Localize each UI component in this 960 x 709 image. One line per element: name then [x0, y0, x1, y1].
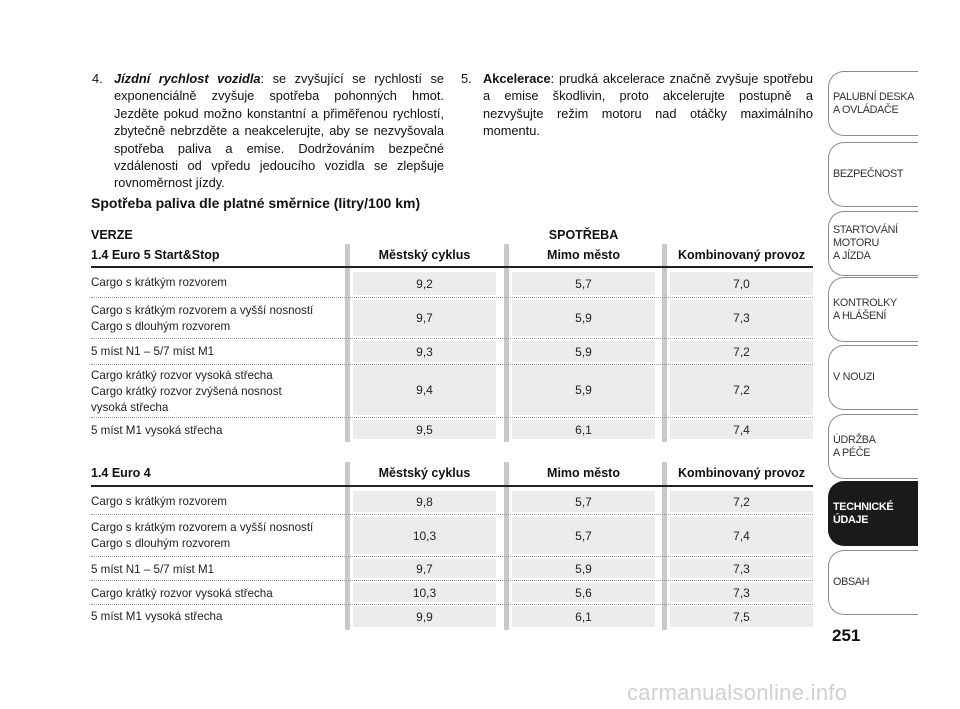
group1-name: 1.4 Euro 5 Start&Stop — [91, 248, 220, 262]
tab-label: V NOUZI — [833, 371, 875, 383]
row-label: 5 míst M1 vysoká střecha — [91, 424, 223, 437]
spotreba-header: SPOTŘEBA — [548, 228, 619, 242]
value-v1: 9,3 — [416, 344, 433, 359]
column-header-col2: Mimo město — [547, 248, 620, 262]
group2-name: 1.4 Euro 4 — [91, 466, 151, 480]
tab-label: TECHNICKÉ ÚDAJE — [833, 500, 894, 526]
value-v3: 7,3 — [733, 561, 750, 576]
item-4-number: 4. — [92, 71, 103, 86]
value-v3: 7,3 — [733, 311, 750, 325]
row-divider — [91, 338, 813, 339]
row-divider — [91, 514, 813, 515]
row-divider — [91, 580, 813, 581]
row-label: Cargo s krátkým rozvorem a vyšší nosností Cargo s dlouhým rozvorem — [91, 304, 314, 333]
column-separator — [504, 244, 509, 442]
row-divider — [91, 297, 813, 298]
value-v3: 7,2 — [733, 383, 750, 397]
tab-8[interactable] — [828, 550, 918, 615]
value-v2: 5,7 — [575, 528, 592, 543]
value-v3: 7,2 — [733, 494, 750, 509]
value-v1: 9,7 — [416, 311, 433, 325]
item-5-title: Akcelerace — [483, 71, 551, 86]
item-4-text: : se zvyšující se rychlostí se exponenciálně zvyšuje spotřeba pohonných hmot. Jezděte pokud možno konstantní a přiměřenou rychlostí, zbytečně nebrzděte a neakcelerujte, aby se nezvyšovala spotřeba paliva a emise. Dodržováním bezpečné vzdálenosti od vpředu jedoucího vozidla se zlepšuje rovnoměrnost jízdy. — [114, 71, 444, 191]
column-separator — [345, 244, 350, 442]
column-header-col1: Městský cyklus — [378, 466, 471, 480]
value-v3: 7,4 — [733, 528, 750, 543]
value-v3: 7,4 — [733, 422, 750, 437]
value-v3: 7,0 — [733, 276, 750, 291]
tab-label: PALUBNÍ DESKA A OVLÁDAČE — [833, 90, 915, 116]
value-v1: 9,2 — [416, 276, 433, 291]
row-label: Cargo s krátkým rozvorem a vyšší nosností Cargo s dlouhým rozvorem — [91, 521, 314, 550]
watermark: carmanualsonline.info — [627, 680, 848, 705]
row-label: Cargo s krátkým rozvorem — [91, 276, 227, 289]
row-divider — [91, 417, 813, 418]
value-v2: 6,1 — [575, 422, 592, 437]
column-header-col1: Městský cyklus — [378, 248, 471, 262]
row-label: 5 míst N1 – 5/7 míst M1 — [91, 563, 215, 576]
value-v1: 10,3 — [412, 585, 437, 600]
value-v2: 5,7 — [575, 494, 592, 509]
value-v2: 5,9 — [575, 344, 592, 359]
row-label: Cargo krátký rozvor vysoká střecha — [91, 587, 273, 600]
group2-header-rule — [91, 485, 813, 487]
tab-7[interactable] — [828, 481, 918, 546]
value-v3: 7,2 — [733, 344, 750, 359]
group1-header-rule — [91, 266, 813, 268]
tab-5[interactable] — [828, 345, 918, 410]
value-v2: 5,9 — [575, 561, 592, 576]
row-divider — [91, 556, 813, 557]
tab-2[interactable] — [828, 142, 918, 207]
paragraph-item-5 — [461, 70, 813, 140]
column-header-col3: Kombinovaný provoz — [677, 248, 806, 262]
value-v1: 10,3 — [412, 528, 437, 543]
verze-header: VERZE — [91, 228, 133, 242]
value-v1: 9,4 — [416, 383, 433, 397]
value-v3: 7,3 — [733, 585, 750, 600]
tab-3[interactable] — [828, 211, 918, 276]
tab-label: OBSAH — [833, 576, 870, 588]
item-5-text: : prudká akcelerace značně zvyšuje spotřebu a emise škodlivin, proto akcelerujte postupně a nezvyšujte režim motoru nad otáčky maximálního momentu. — [483, 71, 813, 139]
paragraph-item-4 — [92, 70, 444, 192]
row-label: Cargo s krátkým rozvorem — [91, 495, 227, 508]
row-label: 5 míst N1 – 5/7 míst M1 — [91, 345, 215, 358]
value-v1: 9,8 — [416, 494, 433, 509]
value-v3: 7,5 — [733, 609, 750, 624]
value-v2: 5,7 — [575, 276, 592, 291]
row-label: Cargo krátký rozvor vysoká střecha Cargo krátký rozvor zvýšená nosnost vysoká střecha — [91, 369, 282, 414]
tab-1[interactable] — [828, 71, 918, 136]
item-5-number: 5. — [461, 71, 472, 86]
column-separator — [662, 244, 667, 442]
value-v2: 5,9 — [575, 383, 592, 397]
row-label: 5 míst M1 vysoká střecha — [91, 610, 223, 623]
value-v1: 9,5 — [416, 422, 433, 437]
tab-label: BEZPEČNOST — [833, 168, 904, 180]
column-header-col3: Kombinovaný provoz — [677, 466, 806, 480]
item-4-title: Jízdní rychlost vozidla — [114, 71, 261, 86]
page-number: 251 — [832, 626, 861, 645]
value-v2: 5,6 — [575, 585, 592, 600]
tab-4[interactable] — [828, 277, 918, 342]
value-v1: 9,9 — [416, 609, 433, 624]
tab-label: ÚDRŽBA A PÉČE — [833, 433, 876, 459]
tab-6[interactable] — [828, 414, 918, 479]
value-v1: 9,7 — [416, 561, 433, 576]
tab-label: KONTROLKY A HLÁŠENÍ — [833, 296, 897, 322]
value-v2: 6,1 — [575, 609, 592, 624]
tab-label: STARTOVÁNÍ MOTORU A JÍZDA — [833, 224, 898, 262]
table-title: Spotřeba paliva dle platné směrnice (litry/100 km) — [91, 195, 421, 211]
value-v2: 5,9 — [575, 311, 592, 325]
row-divider — [91, 604, 813, 605]
column-header-col2: Mimo město — [547, 466, 620, 480]
